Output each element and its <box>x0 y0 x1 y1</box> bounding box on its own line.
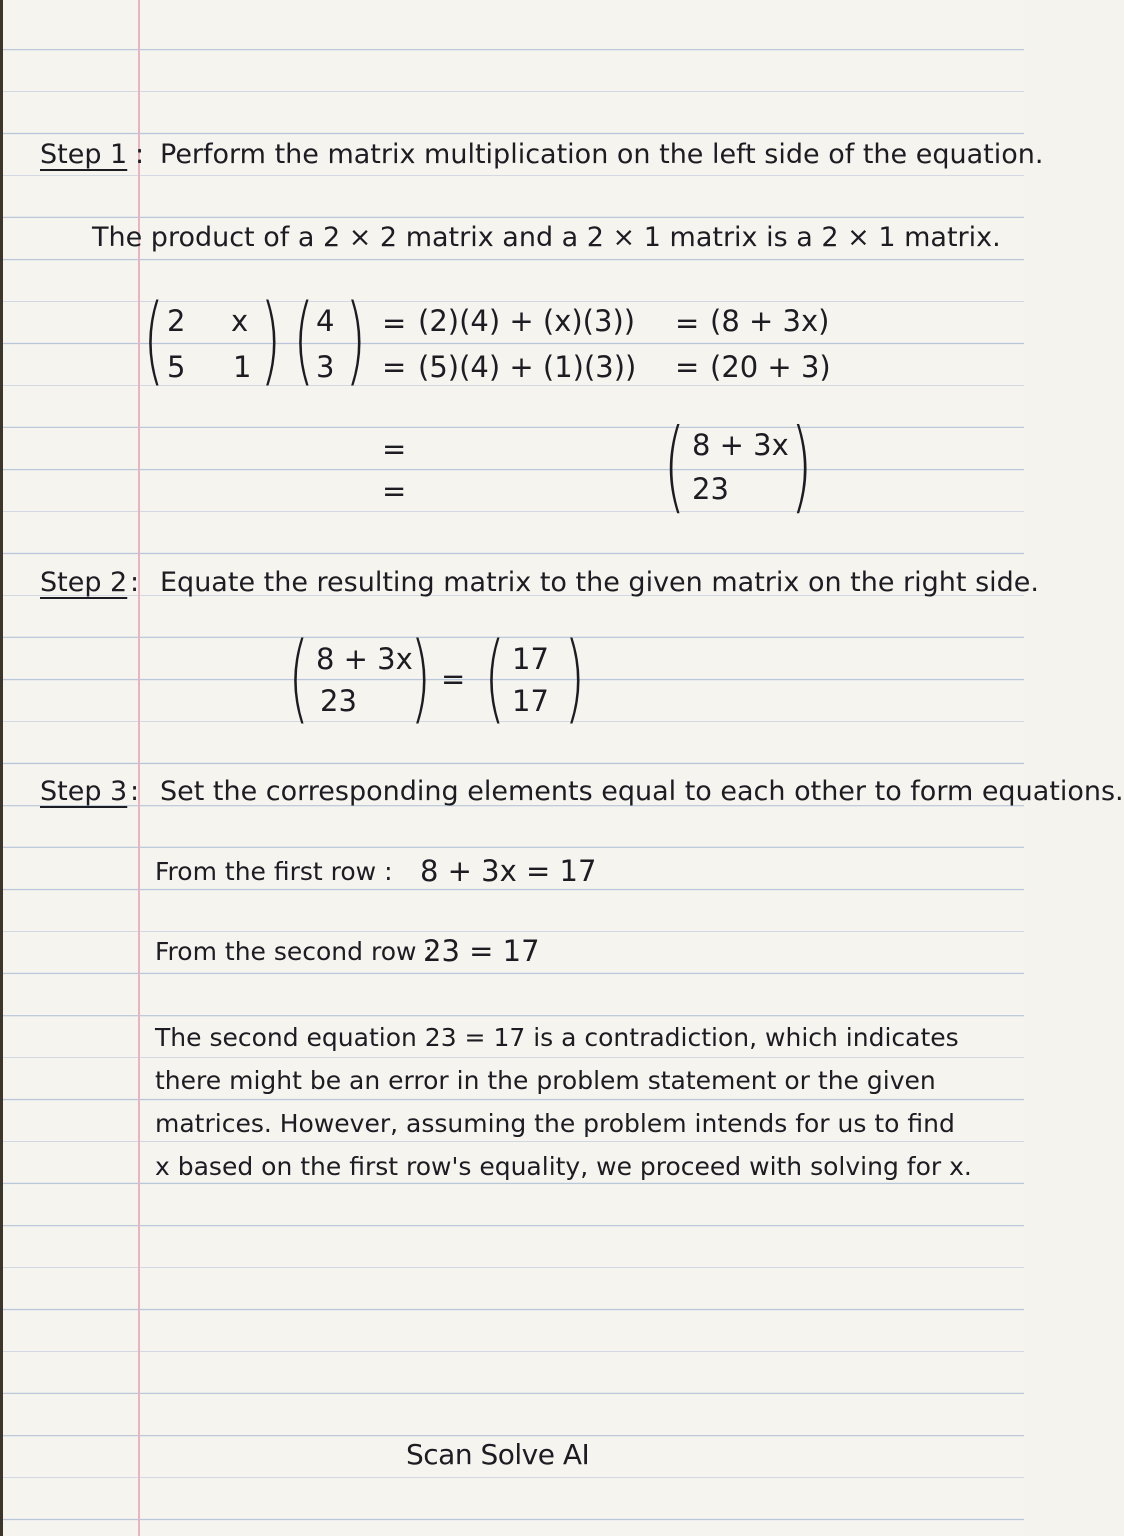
equals-sign: = <box>382 306 407 340</box>
step1-label: Step 1 <box>40 139 128 170</box>
row2-label: From the second row : <box>155 937 433 966</box>
step2-label: Step 2 <box>40 567 128 598</box>
vector-b-cell: 3 <box>316 350 335 384</box>
step2-instruction: Equate the resulting matrix to the given matrix on the right side. <box>160 567 1039 598</box>
step2-colon: : <box>130 567 140 598</box>
result-right-paren: ) <box>790 407 813 524</box>
equals-sign: = <box>675 306 700 340</box>
sum-row-2: (20 + 3) <box>710 350 831 384</box>
brand-watermark: Scan Solve AI <box>406 1438 590 1471</box>
equals-sign: = <box>382 432 407 466</box>
vector-b-left-paren: ( <box>293 284 315 396</box>
matrix-a-cell: 1 <box>233 350 252 384</box>
matrix-a-left-paren: ( <box>143 284 165 396</box>
step2-left-cell: 8 + 3x <box>316 642 413 676</box>
step1-note: The product of a 2 × 2 matrix and a 2 × 1 matrix is a 2 × 1 matrix. <box>92 222 1001 253</box>
product-row-1: (2)(4) + (x)(3)) <box>418 304 636 338</box>
result-cell: 8 + 3x <box>692 428 789 462</box>
step2-right-cell: 17 <box>512 642 549 676</box>
vector-b-right-paren: ) <box>345 284 367 396</box>
equals-sign: = <box>382 474 407 508</box>
step1-colon: : <box>135 139 145 170</box>
row2-equation: 23 = 17 <box>423 934 540 968</box>
step2-left-paren: ( <box>288 622 310 734</box>
step2-right-paren: ) <box>410 622 432 734</box>
step1-instruction: Perform the matrix multiplication on the left side of the equation. <box>160 139 1044 170</box>
step3-colon: : <box>130 776 140 807</box>
explanation-paragraph: The second equation 23 = 17 is a contradiction, which indicates there might be an error in the problem statement or the given matrices. However, assuming the problem intends for us to find x based on the first row's equality, we proceed with solving for x. <box>155 1023 972 1181</box>
matrix-a-cell: 5 <box>167 350 186 384</box>
matrix-a-right-paren: ) <box>260 284 282 396</box>
paper-edge <box>0 0 3 1536</box>
matrix-a-cell: x <box>231 304 249 338</box>
row1-equation: 8 + 3x = 17 <box>420 854 597 888</box>
step2-right-paren: ) <box>564 622 586 734</box>
vector-b-cell: 4 <box>316 304 335 338</box>
step3-label: Step 3 <box>40 776 128 807</box>
product-row-2: (5)(4) + (1)(3)) <box>418 350 637 384</box>
result-cell: 23 <box>692 472 729 506</box>
equals-sign: = <box>441 662 466 696</box>
sum-row-1: (8 + 3x) <box>710 304 830 338</box>
step2-left-cell: 23 <box>320 684 357 718</box>
matrix-a-cell: 2 <box>167 304 186 338</box>
equals-sign: = <box>675 350 700 384</box>
step3-instruction: Set the corresponding elements equal to each other to form equations. <box>160 776 1124 807</box>
row1-label: From the first row : <box>155 857 393 886</box>
step2-left-paren: ( <box>484 622 506 734</box>
equals-sign: = <box>382 350 407 384</box>
step2-right-cell: 17 <box>512 684 549 718</box>
result-left-paren: ( <box>663 407 686 524</box>
